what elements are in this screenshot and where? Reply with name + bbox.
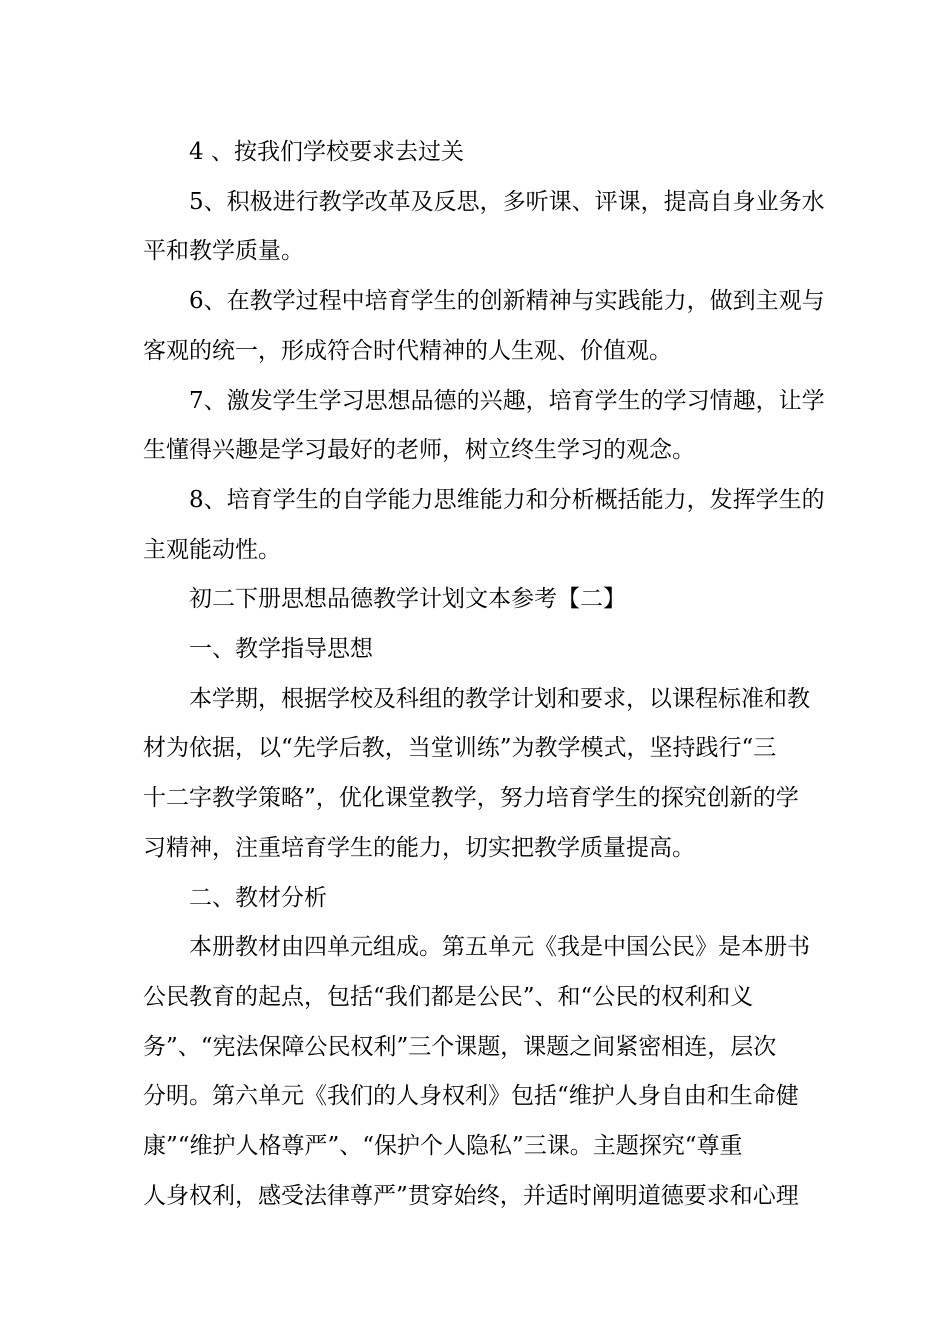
text-line: 本学期，根据学校及科组的教学计划和要求，以课程标准和教	[189, 685, 810, 712]
text-line: 一、教学指导思想	[189, 636, 373, 663]
text-line: 人身权利，感受法律尊严”贯穿始终，并适时阐明道德要求和心理	[143, 1182, 799, 1209]
text-line: 材为依据，以“先学后教，当堂训练”为教学模式，坚持践行“三	[143, 735, 777, 762]
text-line: 4 、按我们学校要求去过关	[189, 139, 464, 165]
text-line: 习精神，注重培育学生的能力，切实把教学质量提高。	[143, 834, 695, 861]
text-line: 初二下册思想品德教学计划文本参考【二】	[189, 586, 626, 613]
text-line: 客观的统一，形成符合时代精神的人生观、价值观。	[143, 337, 672, 364]
text-line: 公民教育的起点，包括“我们都是公民”、和“公民的权利和义	[143, 983, 754, 1010]
text-line: 7、激发学生学习思想品德的兴趣，培育学生的学习情趣，让学	[189, 387, 825, 414]
text-line: 平和教学质量。	[143, 238, 304, 265]
paragraph-item-6	[143, 277, 825, 376]
text-line: 分明。第六单元《我们的人身权利》包括“维护人身自由和生命健	[143, 1083, 799, 1110]
text-line: 5、积极进行教学改革及反思，多听课、评课，提高自身业务水	[189, 188, 825, 215]
text-line: 6、在教学过程中培育学生的创新精神与实践能力，做到主观与	[189, 288, 825, 315]
text-line: 康”“维护人格尊严”、“保护个人隐私”三课。主题探究“尊重	[143, 1133, 743, 1160]
text-line: 二、教材分析	[189, 884, 327, 911]
paragraph-item-7	[143, 377, 825, 476]
text-line: 生懂得兴趣是学习最好的老师，树立终生学习的观念。	[143, 437, 695, 464]
text-line: 本册教材由四单元组成。第五单元《我是中国公民》是本册书	[189, 934, 810, 961]
section-heading-textbook-analysis	[143, 874, 811, 924]
paragraph-item-8	[143, 476, 825, 575]
paragraph-item-5	[143, 178, 825, 277]
text-line: 十二字教学策略”，优化课堂教学，努力培育学生的探究创新的学	[143, 785, 799, 812]
text-line: 务”、“宪法保障公民权利”三个课题，课题之间紧密相连，层次	[143, 1033, 777, 1060]
text-line: 8、培育学生的自学能力思维能力和分析概括能力，发挥学生的	[189, 486, 825, 513]
paragraph-guiding-thought	[143, 675, 811, 874]
paragraph-textbook-analysis	[143, 923, 811, 1221]
text-line: 主观能动性。	[143, 536, 281, 563]
document-body	[143, 128, 825, 1221]
paragraph-item-4	[143, 128, 811, 178]
section-heading-guiding-thought	[143, 625, 811, 675]
section-heading-reference-2	[143, 575, 811, 625]
